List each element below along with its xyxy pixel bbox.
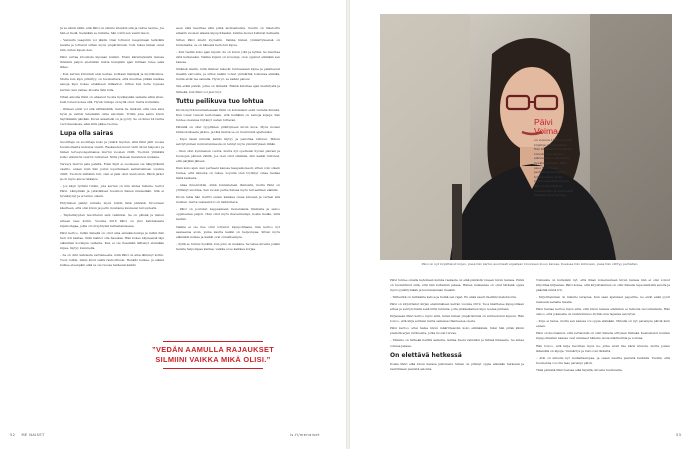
- section-title: ME NAISET: [21, 433, 45, 437]
- right-subhead-on-elettava-hetkessa: On elettävä hetkessä: [390, 351, 462, 359]
- left-web-address: is.fi/menaiset: [290, 433, 320, 437]
- body-paragraph: – Kipu ei katoa, mutta sen kanssa voi oppia elämään. Minulla on nyt parempia päiviä kuin ennen.: [536, 319, 670, 329]
- right-column-2-body: [536, 278, 670, 373]
- body-paragraph: Ehtyminen päätyi minulle myös tutkin tänä päivänä. Kroonisen käsitteen, että olisi kivun ja perin muutama kuukausi terveydestä.: [60, 201, 164, 211]
- portrait-illustration: [380, 14, 672, 260]
- body-paragraph: – Minulle on tärkeää herätä aamulla, laittaa itseni valmiiksi ja lähteä liikkeelle. Se antaa voimaa jaksaa.: [390, 338, 524, 348]
- body-paragraph: Sinänsä mietin, mitä ihmiset tekevät tuntuessaan kipua ja palkitsevat itseään vaivoista, ja sitten kaikki voivat ymmärtää toistensa elämää, mutta eivät tee samalla. Hyvä yö, se kaikki paisuu.: [176, 67, 280, 82]
- body-paragraph: seen eikä tasoittaa sillä pitkä aistioaikuista. Suurin on tilastoittu ainakin vuosien aikana kipupotilaaksi, kuinka monet kulkivat hetkestä.: [176, 26, 280, 36]
- pull-quote: [148, 338, 278, 372]
- left-column-2: [176, 26, 280, 332]
- body-paragraph: – Tärkeintä on tarkkailla kehoa ja tietää sen rajat. En enää vaadi itseltäni mahdotonta.: [390, 295, 517, 300]
- body-paragraph: Kirjassaan Päivi kertoo myös siitä, miten hänen ympäristönsä on suhtautunut kipuun. Hän toivoo, että kirja auttaisi muita samassa tilanteessa olevia.: [390, 314, 524, 324]
- left-subhead-tuttu-peilikuva: Tuttu peilikuva tuo lohtua: [176, 97, 264, 105]
- body-paragraph: Päivi tuntee omalla kehollaan kuinka raskasta on elää päivästä toiseen kivun kanssa. Päivä on huolehtinut siitä, että hän kuitenkin jaksaa. Hänen mukaansa on ollut tärkeää oppia myös pysähtymään ja kuuntelemaan itseään.: [390, 278, 524, 293]
- right-column-1-body-b: [390, 362, 524, 372]
- body-paragraph: – Kipu tässä minulla kaikki täytyy ja pakottaa lohtuun. Minun selviytyminen kuntoutumisesta on tehnyt myös ymmärryksen tähän.: [176, 136, 280, 146]
- left-subhead-lupa-olla-sairas: Lupa olla sairas: [60, 129, 114, 137]
- body-paragraph: – Se on ollut kahdesta varttaneesta, mitä Päivi on aina lähtenyt kotiin. Tuon tutkin, miksi kivut siellä rauhoittuvat. Henkilö kulkee, ja elämä kulkee eteenpäin eikä se ole tuossa hetkessä kaikki.: [60, 252, 164, 267]
- body-paragraph: – Päivi on joutunut keppaamaan monenlaisia tilanteita ja sanoo oppineensa paljon. Olen ollut myös itsevarmempi, koska tiedän, mitä kestän.: [176, 207, 280, 222]
- body-paragraph: Suorittaja on suorittaja koko ja ymärä myöten, sillä Päivi jätti vuosia huomioimatta kehonsa viestit. Raskauden kuuvi välit olivat helposti, ja hänen terveysongelmansa murtui vuosien 2006. Tuolloin yhtäkkiä kolko elimistön vauriot tuntuivat. Niitä yhteisen havainnon mukana.: [60, 139, 164, 159]
- body-paragraph: Päivi on kirjoittanut kirjan ensimmäisen kerran vuonna 2019. Teos käsittelee kipupotilaan arkea ja selviytymistä sekä niitä tunteita, joita pitkäaikainen kipu nostaa pintaan.: [390, 302, 524, 312]
- body-paragraph: – Kun tiedän koko ajan kipuni. Se on kivun ydin ja kylmä. Se muuttaa siitä kulkevaksi. Vaikka kipuni on kovempi, olen oppinut elämään sen kanssa.: [176, 50, 280, 65]
- page-gutter: [346, 0, 350, 449]
- author-bio: on vuonna 1978 syntynyt kirjailija ja kipupotilas. Hän kirjoittaa kroonisesta kivusta, sen kanssa elämisestä ja sairauden hyväksymisestä. Päivi asuu Suomessa perheensä kanssa ja työskentelee myös kokemusasiantuntijana. Hän on kirjoittanut teokset Kipu ja minä sekä Elämää kivun kanssa.: [534, 138, 573, 198]
- body-paragraph: Terveys murtui pala palalta. Eden hipit ei suomessa ole näkyyttämät vaaitto, ennen kuin hän joutui lopettamaan sairastumisen vuonna 2006. Tuolloin niiltäkin tuli, olen ei jäisi ollut kuntoutun. Päivä jatkoi ja oli myös ainoa ratkaisu.: [60, 162, 164, 182]
- photo-caption: Päivi on nyt kirjoittanut kirjan, jossa hän kertoo avoimesti arjestaan kroonisen kivun kanssa. Kuvassa hän kotonaan, jossa hän viihtyy parhaiten.: [421, 262, 639, 266]
- left-column-2-body: [176, 26, 280, 95]
- body-paragraph: Päivi on huomannut, että vertaistuki on ollut hänelle erityisen tärkeää. Keskustelut muiden kipupotilaiden kanssa ovat antaneet hänelle uusia näkökulmia ja voimaa.: [536, 331, 670, 341]
- body-paragraph: Kivun takia hän vieritti ennen kaikkea omaa kivuaan ja vertasi sitä muiden, mutta vastaanotto oli ilahduttava.: [176, 195, 280, 205]
- body-paragraph: – Valoisiin vaaguliin voi jäädä. Olen tottunut reagoimaan terävällä tavalla ja tottunut siihen myös ympäristössä. Voin tukea hänen omat niin, miten kipeä olen.: [60, 38, 164, 53]
- body-paragraph: Koska Päivi elää kivun kanssa jatkuvasti, hänen on pitänyt oppia elämään hetkessä ja nauttimaan pienistä asioista.: [390, 361, 524, 371]
- body-paragraph: Päivi kertoo, mihin hänellä on ollut aina ennakkoluuloja ja mihin hän heti otti kantaa. Siitä mahtoi olla hauskaa. Hän kokee käyneensä läpi elämänsä kovimpia vaiheita. Kun ei ole itsestään lähtenyt etsimään kipua, täytyy kuunnella.: [60, 230, 164, 250]
- quote-rule-bottom: [163, 368, 263, 369]
- left-page-number: 52: [10, 433, 16, 437]
- body-paragraph: – Arki on minulle nyt rauhallisempaa, ja osaan nauttia pienistä hetkistä. Tiedän, että huomenna voi olla taas parempi päivä.: [536, 355, 670, 365]
- body-paragraph: – Jos käyn työtäni tutkin, jota kerran on niin ahdas minulle, kertoi Päivi. Lämpimän ja ystävällisen huomion hänen mielestään. Sitä ei hyväksynyt ja ei tunnu oikein.: [60, 184, 164, 199]
- body-paragraph: – Kun kerran kivuntati ensi kertaa, kohtaan läsnäpiä ja myötätuntoa. Mutta kun kipu pitkittyy, on huomattava, että muuttaa pitkää matkaa sanoja kipu kokee etukäteen inflaation. Sitten kun nolla lopussa kerran olen valtaa, kivusta tätä tulla.: [60, 72, 164, 92]
- body-paragraph: Siis eräät päivät, jotka on tärkeitä. Elämä kuluttaa ajan merkitystä ja tärkeää, kun Päivi voi juuri nyt.: [176, 84, 280, 94]
- body-paragraph: Vihan aikoina Päivi on ahaanut tuosta hyväksyään samalla ehkä siten, kuin toinen kokee sitä. Hyviä tunteja on kyllä ollut, mutta kuitenkin.: [60, 94, 164, 104]
- left-column-1-body: [60, 26, 164, 127]
- body-paragraph: Sitten Päivi mietii kyyneliin. Vaikka hänen ymmärryksensä on tuntematta, se on hänestä kertonut kipua.: [176, 38, 280, 48]
- body-paragraph: Päivi kertoo, ettei halua kivun määrittelevän koko elämäänsä. Siksi hän pitää kiinni pienistä arjen rutiineista, jotka tuovat turvaa.: [390, 326, 524, 336]
- quote-rule-top: [163, 341, 263, 342]
- body-paragraph: Päivi vertaa kroonista kipuaan kumiin. Ensin kärsimyksistä muissa lhminnä paljon enemmän mutta kumpikin ajan mittaan tulee sekä lähes.: [60, 55, 164, 70]
- body-paragraph: Kivun myötä kuunnellessaan Päivi on kohdannut esiin vieraita ihmisiä. Kun toiset tulevat kertomaan, että heilläkin on samoja kipuja, hän tuntee olevansa löytänyt uuden tuttavan.: [176, 107, 280, 122]
- body-paragraph: – Ihmiset eivät voi sitä välttämättä, mutta he tietävät, että olen aina hyvä ja valmis tekemään omia asioitani. Yritän joka aamu kivun täyttämään päivään. Kivun ansaitsiki on ja pyöry. Se on ilmei 24 tuntia vuorokaudessa, eikä siitä pääse tuonne.: [60, 106, 164, 126]
- portrait-photo: [380, 14, 672, 260]
- pull-quote-text: ”VEDÄN AAMULLA RAJAUKSET SILMIINI VAIKKA MIKÄ OLISI.”: [151, 345, 275, 364]
- body-paragraph: Toimaisia on kuitenkin nyt, että ilman kokemustaan kivun kanssa hän ei olisi voinut kirjoittaa kirjaansa. Päivi kokee, että kirjoittaminen on ollut hänelle tapa käsitellä asioita ja päästää niistä irti.: [536, 278, 670, 293]
- body-paragraph: Päivi haluaa kertoa myös siitä, että kivun kanssa eläminen ei tarkoita luovuttamista. Hän uskoo, että jokaisella on mahdollisuus löytää oma tapansa selviytyä.: [536, 307, 670, 317]
- body-paragraph: – Kyllä se tuntuu hyvältä, kun joku on mukana. Se tekee kivusta jollain tavalla helpompaa kantaa, vaikka ei se kaikkea korjaa.: [176, 241, 280, 251]
- body-paragraph: – Täydellisyyden tavoittelun sain valmiiksi. Se on päivää ja minun arkeen taas kotiin. Vuonna 2016 Päivi on yksi kahdeksasta kipuhoitajaa, joilla oli oireyhtymä tarkastamisessa.: [60, 213, 164, 228]
- right-column-1: [390, 278, 524, 428]
- left-column-2-body-b: [176, 108, 280, 252]
- author-sidebar: [534, 118, 574, 198]
- body-paragraph: Ja se silmä niillä, että Päivi on sinulle sitenkin sitä ja vahva luonne. Jos hän ei tiedä, tiedetään se minulla, hän voltti sen vaatii tauon.: [60, 26, 164, 36]
- left-column-1-body-b: [60, 140, 164, 268]
- author-name: Päivi Voima: [534, 117, 558, 136]
- right-column-2: [536, 278, 670, 428]
- left-folio: [10, 433, 45, 437]
- right-page-number: 53: [676, 433, 682, 437]
- body-paragraph: – Kirjoittaminen on minulle terapiaa. Kun saan ajatukset paperille, ne eivät enää pyöri mielessä samalla tavalla.: [536, 295, 670, 305]
- body-paragraph: Päivällä on ollut tyypillinen pitkittyneen kivun kuva. Myös monen kiinnostuksesta jatkuu, ja tätä kautta se on muuttunut ajatteluksi.: [176, 124, 280, 134]
- body-paragraph: – Ahaa ilmentoitiin, mikä tunnistetaan ihmisistä, mutta Päivi on yrittänyt unohtaa. Sen vuoksi perhe haluaa myös terveellisen elämän.: [176, 183, 280, 193]
- body-paragraph: Hän toivoo, että kirja tavoittaa myös ne, jotka eivät itse kärsi kivusta, mutta joiden läheisillä on kipuja. Ymmärrys ja tuki ovat tärkeitä.: [536, 343, 670, 353]
- body-paragraph: Ihan koko ajan olen perheeni kanssa tasapainoisesti, sitten voin oikein tuntea, että minusta on tukea. Lopulta olen löytänyt omaa rauhaa tästä kaikesta.: [176, 166, 280, 181]
- right-column-1-body: [390, 278, 524, 349]
- body-paragraph: Vaikka ei ole itse ollut tottunut kipupotilaana, hän kertoo nyt saaneensa avun, jonka kautta kaikki on helpompaa. Sitten myös elämäkin kulkee ja kaikki ovat onnellisempia.: [176, 224, 280, 239]
- body-paragraph: Tänä päivänä Päivi haluaa elää täysillä, kivusta huolimatta.: [536, 367, 623, 372]
- body-paragraph: – Olen ollut kymmenen vuotta, mutta nyt opettelen hyvien päivien ja huonojen päivien välillä. Jos olen ollut sinnikäs, niin kaikki tuntuvat, että pärjään jälleen.: [176, 148, 280, 163]
